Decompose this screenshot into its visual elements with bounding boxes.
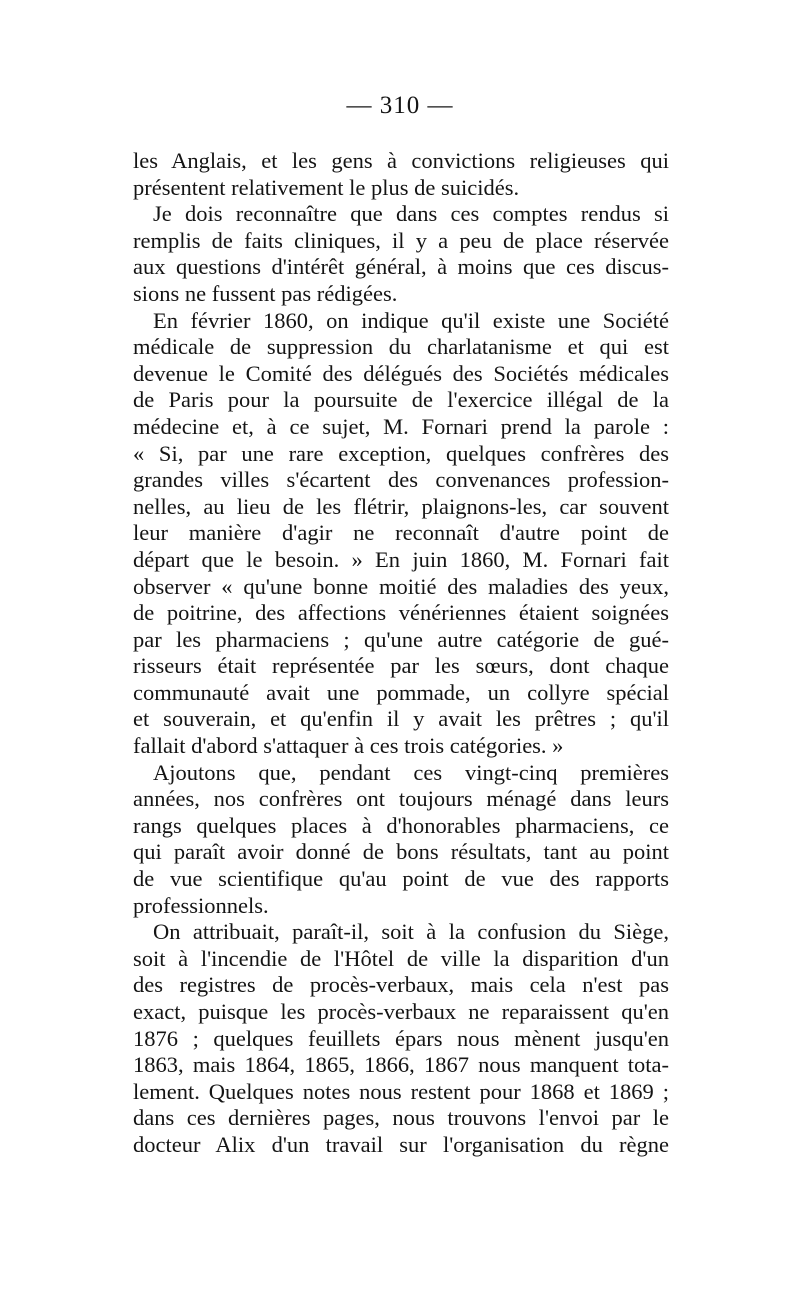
text-line: aux questions d'intérêt général, à moins que ces discus- — [133, 254, 669, 280]
text-line: sions ne fussent pas rédigées. — [133, 280, 398, 306]
text-line: En février 1860, on indique qu'il existe une Société — [153, 307, 669, 333]
text-line: médicale de suppression du charlatanisme et qui est — [133, 334, 669, 360]
text-line: soit à l'incendie de l'Hôtel de ville la disparition d'un — [133, 945, 669, 971]
text-line: et souverain, et qu'enfin il y avait les prêtres ; qu'il — [133, 706, 669, 732]
text-line: de Paris pour la poursuite de l'exercice illégal de la — [133, 387, 669, 413]
text-line: communauté avait une pommade, un collyre spécial — [133, 679, 669, 705]
text-line: leur manière d'agir ne reconnaît d'autre point de — [133, 520, 669, 546]
text-line: On attribuait, paraît-il, soit à la confusion du Siège, — [153, 919, 669, 945]
text-line: professionnels. — [133, 892, 269, 918]
text-line: remplis de faits cliniques, il y a peu de place réservée — [133, 227, 669, 253]
text-line: des registres de procès-verbaux, mais cela n'est pas — [133, 972, 669, 998]
text-line: « Si, par une rare exception, quelques confrères des — [133, 440, 669, 466]
text-line: qui paraît avoir donné de bons résultats, tant au point — [133, 839, 669, 865]
text-line: devenue le Comité des délégués des Sociétés médicales — [133, 360, 669, 386]
text-line: observer « qu'une bonne moitié des maladies des yeux, — [133, 573, 669, 599]
text-line: les Anglais, et les gens à convictions religieuses qui — [133, 148, 669, 173]
body-text — [133, 148, 669, 1159]
text-line: médecine et, à ce sujet, M. Fornari prend la parole : — [133, 413, 669, 439]
text-line: risseurs était représentée par les sœurs, dont chaque — [133, 653, 669, 679]
text-line: lement. Quelques notes nous restent pour 1868 et 1869 ; — [133, 1078, 669, 1104]
text-line: de vue scientifique qu'au point de vue des rapports — [133, 866, 669, 892]
text-line: nelles, au lieu de les flétrir, plaignons-les, car souvent — [133, 493, 669, 519]
text-line: rangs quelques places à d'honorables pharmaciens, ce — [133, 812, 669, 838]
text-line: départ que le besoin. » En juin 1860, M. Fornari fait — [133, 546, 669, 572]
text-line: années, nos confrères ont toujours ménagé dans leurs — [133, 786, 669, 812]
page-number: — 310 — — [346, 92, 454, 119]
text-line: docteur Alix d'un travail sur l'organisation du règne — [133, 1131, 669, 1157]
text-line: de poitrine, des affections vénériennes étaient soignées — [133, 600, 669, 626]
text-line: 1876 ; quelques feuillets épars nous mènent jusqu'en — [133, 1025, 669, 1051]
text-line: Ajoutons que, pendant ces vingt-cinq premières — [153, 759, 669, 785]
text-line: exact, puisque les procès-verbaux ne reparaissent qu'en — [133, 999, 669, 1024]
text-line: grandes villes s'écartent des convenances profession- — [133, 467, 669, 493]
text-line: Je dois reconnaître que dans ces comptes rendus si — [153, 201, 669, 227]
text-line: 1863, mais 1864, 1865, 1866, 1867 nous manquent tota- — [133, 1052, 669, 1078]
text-line: dans ces dernières pages, nous trouvons l'envoi par le — [133, 1105, 669, 1131]
text-line: fallait d'abord s'attaquer à ces trois catégories. » — [133, 733, 564, 759]
text-line: par les pharmaciens ; qu'une autre catégorie de gué- — [133, 626, 669, 652]
text-line: présentent relativement le plus de suicidés. — [133, 174, 520, 200]
